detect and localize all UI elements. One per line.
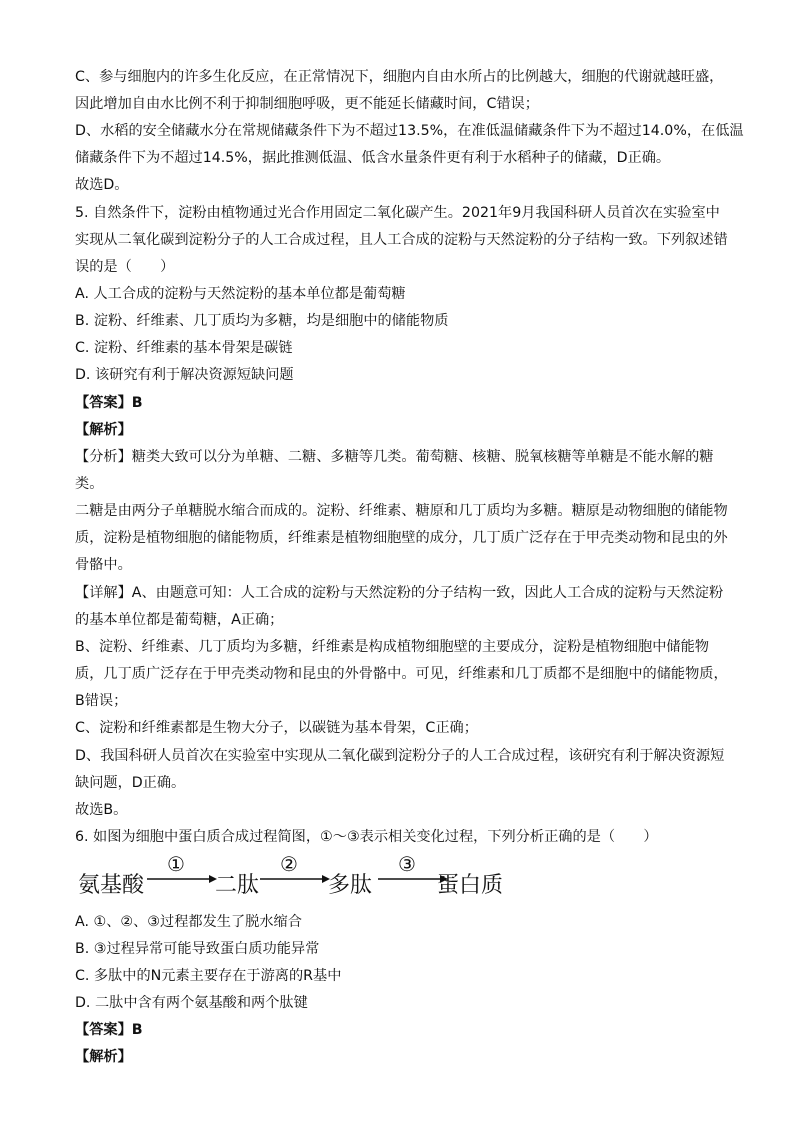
arrow-icon	[260, 872, 330, 886]
text-line: C、淀粉和纤维素都是生物大分子，以碳链为基本骨架，C正确；	[75, 720, 478, 736]
option-c: C. 淀粉、纤维素的基本骨架是碳链	[75, 340, 293, 356]
node-dipeptide: 二肽	[215, 873, 260, 898]
step-3-label: ③	[398, 852, 416, 876]
text-line: 质，淀粉是植物细胞的储能物质，纤维素是植物细胞壁的成分，几丁质广泛存在于甲壳类动物和昆虫的外	[75, 530, 728, 546]
text-line: 【分析】糖类大致可以分为单糖、二糖、多糖等几类。葡萄糖、核糖、脱氧核糖等单糖是不能水解的糖	[75, 449, 714, 465]
text-line: 骨骼中。	[75, 557, 132, 573]
node-polypeptide: 多肽	[328, 873, 373, 898]
question-6-stem: 6. 如图为细胞中蛋白质合成过程简图，①～③表示相关变化过程，下列分析正确的是（ ）	[75, 829, 658, 845]
step-1-label: ①	[167, 852, 185, 876]
text-line: 储藏条件下为不超过14.5%，据此推测低温、低含水量条件更有利于水稻种子的储藏，D正确。	[75, 150, 671, 166]
node-protein: 蛋白质	[437, 873, 504, 898]
analysis-label: 【解析】	[75, 1049, 132, 1065]
arrow-icon	[147, 872, 217, 886]
text-line: C、参与细胞内的许多生化反应，在正常情况下，细胞内自由水所占的比例越大，细胞的代谢就越旺盛，	[75, 69, 724, 85]
text-line: 实现从二氧化碳到淀粉分子的人工合成过程，且人工合成的淀粉与天然淀粉的分子结构一致。下列叙述错	[75, 232, 728, 248]
text-line: 二糖是由两分子单糖脱水缩合而成的。淀粉、纤维素、糖原和几丁质均为多糖。糖原是动物细胞的储能物	[75, 503, 728, 519]
answer-label: 【答案】B	[75, 1022, 143, 1038]
option-c: C. 多肽中的N元素主要存在于游离的R基中	[75, 968, 342, 984]
text-line: 误的是（ ）	[75, 259, 175, 275]
option-a: A. 人工合成的淀粉与天然淀粉的基本单位都是葡萄糖	[75, 286, 406, 302]
text-line: B、淀粉、纤维素、几丁质均为多糖，纤维素是构成植物细胞壁的主要成分，淀粉是植物细胞中储能物	[75, 639, 709, 655]
option-a: A. ①、②、③过程都发生了脱水缩合	[75, 914, 302, 930]
analysis-label: 【解析】	[75, 422, 132, 438]
text-line: 的基本单位都是葡萄糖，A正确；	[75, 612, 284, 628]
text-line: 因此增加自由水比例不利于抑制细胞呼吸，更不能延长储藏时间，C错误；	[75, 96, 539, 112]
text-line: 缺问题，D正确。	[75, 775, 186, 791]
node-amino-acid: 氨基酸	[78, 873, 145, 898]
text-line: D、我国科研人员首次在实验室中实现从二氧化碳到淀粉分子的人工合成过程，该研究有利于解决资源短	[75, 748, 725, 764]
question-5-stem: 5. 自然条件下，淀粉由植物通过光合作用固定二氧化碳产生。2021年9月我国科研人员首次在实验室中	[75, 205, 720, 221]
answer-label: 【答案】B	[75, 395, 143, 411]
option-b: B. 淀粉、纤维素、几丁质均为多糖，均是细胞中的储能物质	[75, 313, 449, 329]
option-d: D. 该研究有利于解决资源短缺问题	[75, 367, 294, 383]
text-line: 故选D。	[75, 177, 129, 193]
text-line: 质，几丁质广泛存在于甲壳类动物和昆虫的外骨骼中。可见，纤维素和几丁质都不是细胞中的储能物质，	[75, 666, 728, 682]
protein-synthesis-diagram	[75, 852, 515, 902]
text-line: 【详解】A、由题意可知：人工合成的淀粉与天然淀粉的分子结构一致，因此人工合成的淀粉与天然淀粉	[75, 585, 724, 601]
option-d: D. 二肽中含有两个氨基酸和两个肽键	[75, 995, 308, 1011]
text-line: 类。	[75, 476, 104, 492]
option-b: B. ③过程异常可能导致蛋白质功能异常	[75, 941, 320, 957]
text-line: B错误；	[75, 693, 128, 709]
text-line: D、水稻的安全储藏水分在常规储藏条件下为不超过13.5%，在准低温储藏条件下为不超过14.0%，在低温	[75, 123, 744, 139]
text-line: 故选B。	[75, 802, 128, 818]
step-2-label: ②	[280, 852, 298, 876]
